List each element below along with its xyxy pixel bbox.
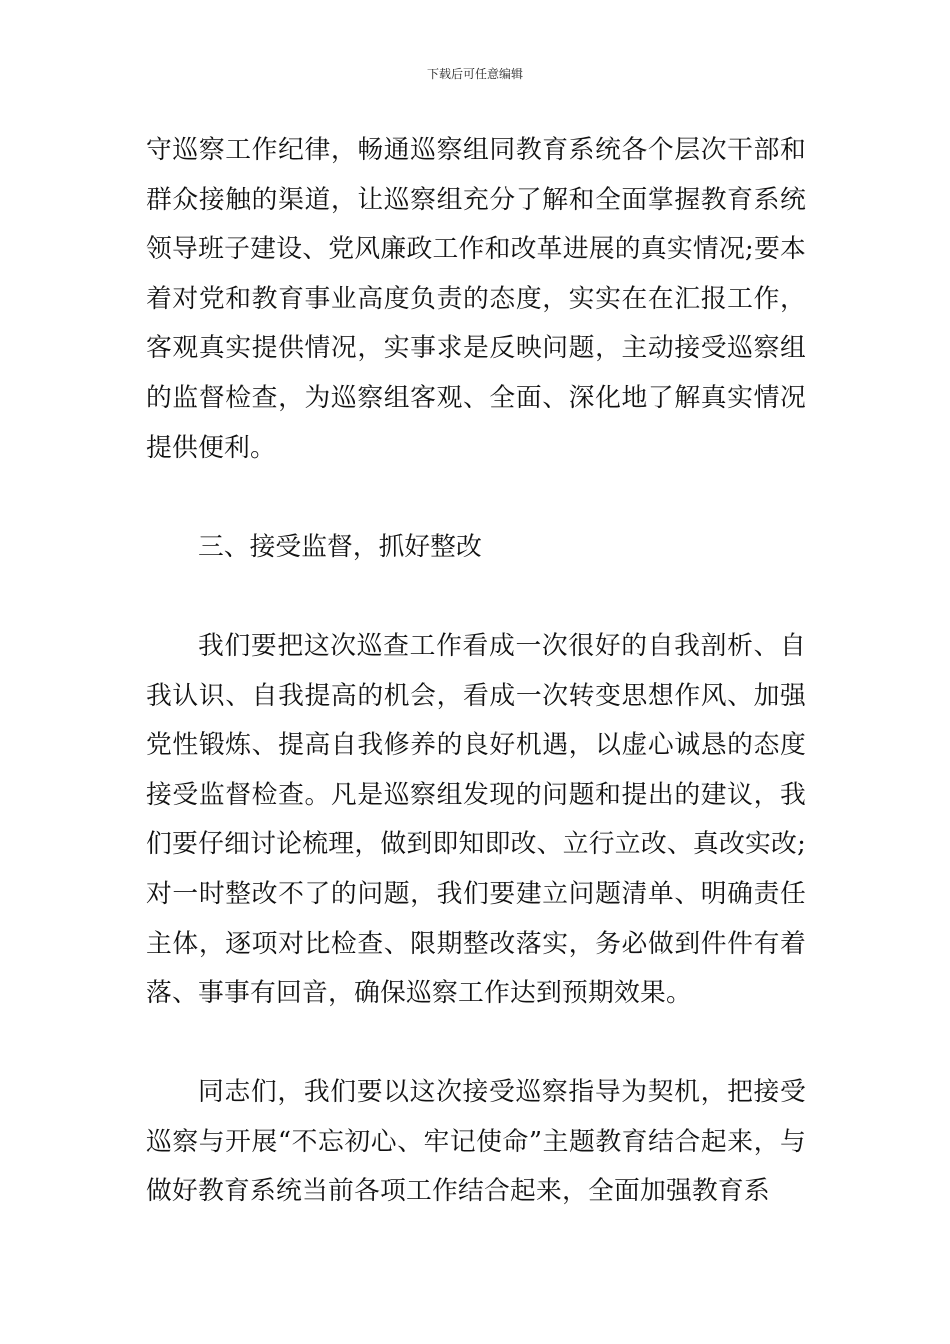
paragraph-rectification: 我们要把这次巡查工作看成一次很好的自我剖析、自我认识、自我提高的机会，看成一次转变思想作风、加强党性锻炼、提高自我修养的良好机遇，以虚心诚恳的态度接受监督检查。凡是巡察组发现的问题和提出的建议，我们要仔细讨论梳理，做到即知即改、立行立改、真改实改;对一时整改不了的问题，我们要建立问题清单、明确责任主体，逐项对比检查、限期整改落实，务必做到件件有着落、事事有回音，确保巡察工作达到预期效果。 bbox=[146, 630, 806, 1009]
paragraph-continuation: 守巡察工作纪律，畅通巡察组同教育系统各个层次干部和群众接触的渠道，让巡察组充分了解和全面掌握教育系统领导班子建设、党风廉政工作和改革进展的真实情况;要本着对党和教育事业高度负责的态度，实实在在汇报工作，客观真实提供情况，实事求是反映问题，主动接受巡察组的监督检查，为巡察组客观、全面、深化地了解真实情况提供便利。 bbox=[146, 135, 806, 463]
page-header-note: 下载后可任意编辑 bbox=[426, 67, 523, 81]
paragraph-gap bbox=[146, 1019, 806, 1069]
paragraph-closing: 同志们，我们要以这次接受巡察指导为契机，把接受巡察与开展“不忘初心、牢记使命”主题教育结合起来，与做好教育系统当前各项工作结合起来，全面加强教育系 bbox=[146, 1077, 806, 1207]
paragraph-gap bbox=[146, 572, 806, 622]
document-body bbox=[146, 126, 806, 1217]
section-heading: 三、接受监督，抓好整改 bbox=[198, 531, 482, 562]
paragraph-gap bbox=[146, 473, 806, 523]
